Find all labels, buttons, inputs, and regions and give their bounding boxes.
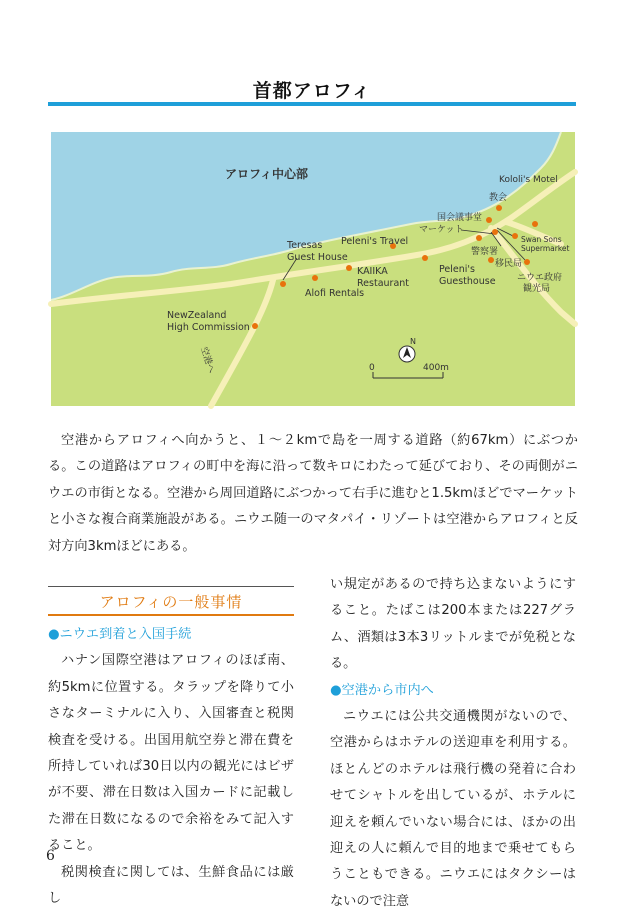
- page-number: 6: [46, 848, 55, 864]
- tourism-office-label-1: ニウエ政府: [517, 273, 563, 283]
- left-column: [48, 572, 294, 912]
- customs-continued-paragraph: い規定があるので持ち込まないようにすること。たばこは200本または227グラム、酒類は3本3リットルまでが免税となる。: [330, 577, 576, 672]
- tourism-office-label-2: 観光局: [523, 284, 551, 294]
- parliament-dot: [486, 217, 492, 223]
- section-rule-top: [48, 586, 294, 587]
- kololis-motel-label: Kololi's Motel: [499, 175, 558, 185]
- nz-commission-label-1: NewZealand: [167, 310, 227, 321]
- parliament-label: 国会議事堂: [437, 213, 483, 223]
- map-area-title: アロフィ中心部: [225, 167, 309, 181]
- section-rule-bottom: [48, 614, 294, 616]
- alofi-rentals-dot: [312, 275, 318, 281]
- customs-paragraph: 税関検査に関しては、生鮮食品には厳し: [48, 864, 294, 907]
- nz-commission-label-2: High Commission: [167, 322, 250, 333]
- airport-to-city-paragraph: ニウエには公共交通機関がないので、空港からはホテルの送迎車を利用する。ほとんどのホテルは飛行機の発着に合わせてシャトルを出しているが、ホテルに迎えを頼んでいない場合には、ほかの出迎えの人に頼んで目的地まで乗せてもらうこともできる。ニウエにはタクシーはないので注意: [330, 709, 576, 909]
- title-rule: [48, 102, 576, 106]
- market-dot: [492, 229, 498, 235]
- arrival-heading: ●ニウエ到着と入国手続: [48, 627, 192, 642]
- section-header: [48, 572, 294, 618]
- alofi-rentals-label: Alofi Rentals: [305, 288, 365, 299]
- teresas-label-2: Guest House: [287, 252, 348, 263]
- teresas-dot: [280, 281, 286, 287]
- church-dot: [496, 205, 502, 211]
- tourism-office-dot: [524, 259, 530, 265]
- swan-sons-dot: [512, 233, 518, 239]
- scale-max-label: 400m: [423, 363, 449, 373]
- swan-sons-label-2: Supermarket: [521, 244, 570, 253]
- police-dot: [476, 235, 482, 241]
- nz-commission-dot: [252, 323, 258, 329]
- church-label: 教会: [489, 193, 508, 203]
- pelenis-guesthouse-dot: [422, 255, 428, 261]
- pelenis-guesthouse-label-1: Peleni's: [439, 264, 475, 275]
- teresas-label-1: Teresas: [287, 240, 323, 251]
- map: [51, 132, 575, 406]
- immigration-dot: [488, 257, 494, 263]
- kaiika-label-2: Restaurant: [357, 278, 410, 289]
- market-label: マーケット: [419, 225, 464, 235]
- swan-sons-label-1: Swan Sons: [521, 235, 562, 244]
- arrival-paragraph: ハナン国際空港はアロフィのほぼ南、約5kmに位置する。タラップを降りて小さなターミナルに入り、入国審査と税関検査を受ける。出国用航空券と滞在費を所持していれば30日以内の観光にはビザが不要、滞在日数は入国カードに記載した滞在日数になるので余裕をみて記入すること。: [48, 653, 294, 854]
- intro-paragraph: 空港からアロフィへ向かうと、１～２kmで島を一周する道路（約67km）にぶつかる。この道路はアロフィの町中を海に沿って数キロにわたって延びており、その両側がニウエの市街となる。空港から周回道路にぶつかって右手に進むと1.5kmほどでマーケットと小さな複合商業施設がある。ニウエ随一のマタパイ・リゾートは空港からアロフィと反対方向3kmほどにある。: [48, 433, 578, 554]
- kololis-motel-dot: [532, 221, 538, 227]
- scale-zero-label: 0: [369, 363, 375, 373]
- kaiika-dot: [346, 265, 352, 271]
- north-label: N: [410, 337, 416, 346]
- kaiika-label-1: KAIIKA: [357, 266, 388, 277]
- pelenis-guesthouse-label-2: Guesthouse: [439, 276, 496, 287]
- pelenis-travel-label: Peleni's Travel: [341, 236, 409, 247]
- immigration-label: 移民局: [495, 259, 523, 269]
- airport-to-city-heading: ●空港から市内へ: [330, 682, 434, 698]
- section-title: アロフィの一般事情: [99, 593, 243, 611]
- to-airport-label: 空港へ: [198, 345, 217, 375]
- police-label: 警察署: [471, 247, 499, 257]
- page-title: 首都アロフィ: [252, 80, 372, 102]
- right-column: [330, 572, 576, 915]
